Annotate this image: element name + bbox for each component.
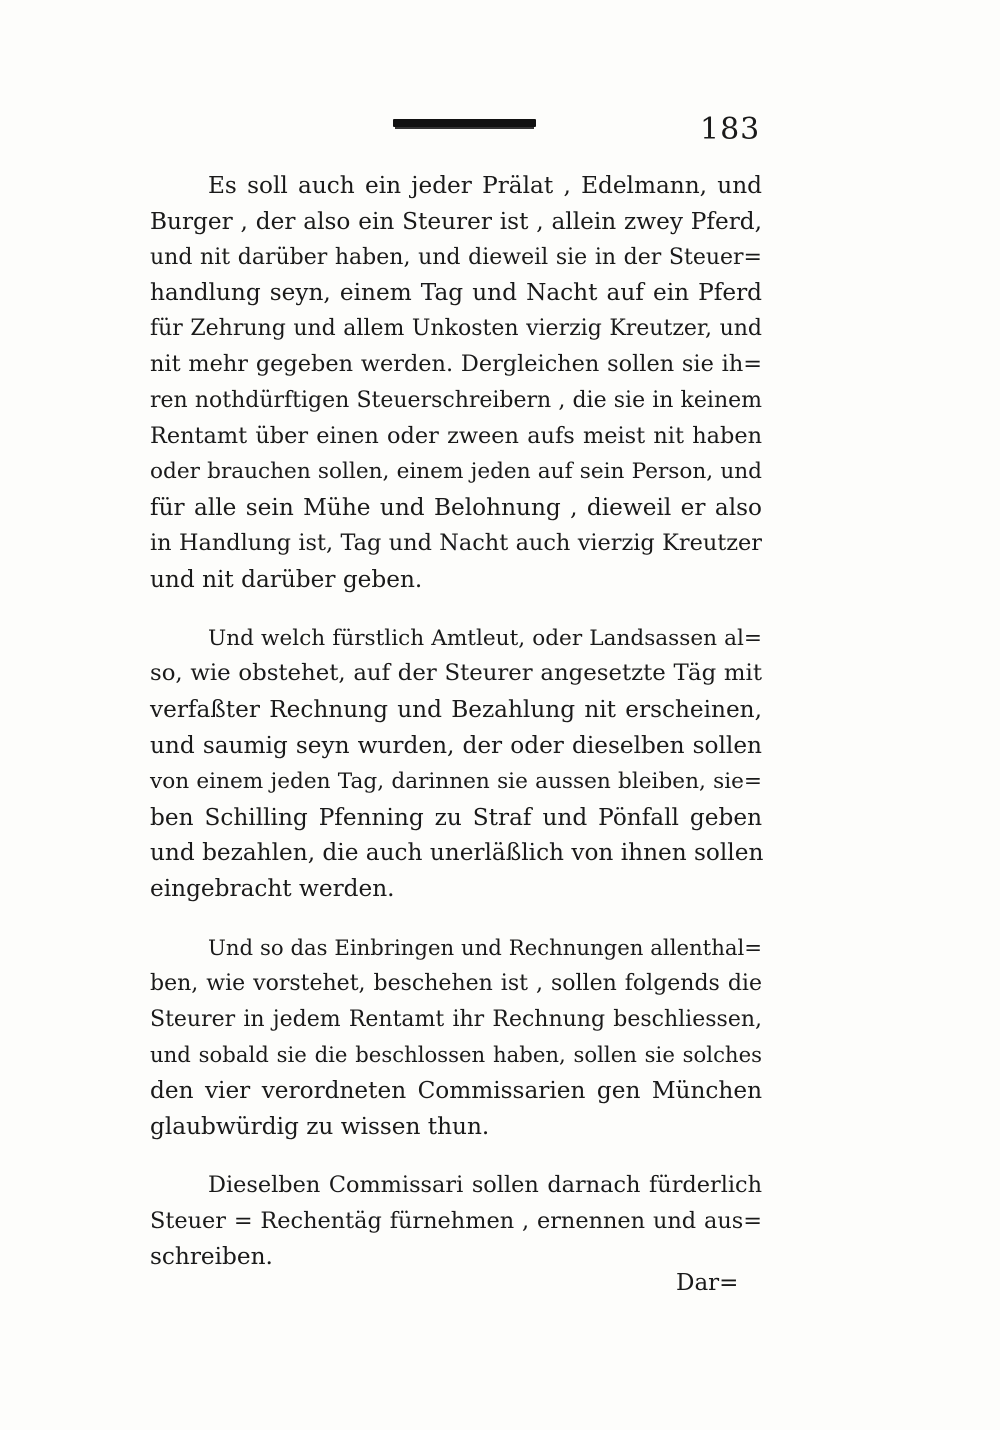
paragraph-4 — [150, 1168, 762, 1275]
page-number: 183 — [700, 112, 761, 147]
paragraph-2 — [150, 621, 762, 907]
body-text — [150, 168, 762, 1298]
text-line: für Zehrung und allem Unkosten vierzig Kreutzer, und — [150, 316, 762, 342]
text-line: und nit darüber geben. — [150, 565, 423, 593]
catchword: Dar= — [676, 1270, 739, 1296]
text-line: Dieselben Commissari sollen darnach fürderlich — [208, 1171, 762, 1198]
text-line: Steuer = Rechentäg fürnehmen , ernennen und aus= — [150, 1207, 762, 1234]
text-line: so, wie obstehet, auf der Steurer angesetzte Täg mit — [150, 660, 762, 687]
paragraph-1 — [150, 168, 762, 598]
text-line: nit mehr gegeben werden. Dergleichen sollen sie ih= — [150, 350, 762, 377]
text-line: für alle sein Mühe und Belohnung , dieweil er also — [150, 494, 762, 522]
text-line: und saumig seyn wurden, der oder dieselben sollen — [150, 731, 762, 759]
text-line: und bezahlen, die auch unerläßlich von ihnen sollen — [150, 839, 764, 867]
text-line: Rentamt über einen oder zween aufs meist nit haben — [150, 422, 762, 449]
text-line: ben Schilling Pfenning zu Straf und Pönfall geben — [150, 803, 762, 831]
text-line: den vier verordneten Commissarien gen München — [150, 1077, 762, 1105]
text-line: und nit darüber haben, und dieweil sie in der Steuer= — [150, 244, 762, 270]
text-line: ben, wie vorstehet, beschehen ist , sollen folgends die — [150, 970, 762, 996]
header-rule — [393, 119, 536, 127]
text-line: handlung seyn, einem Tag und Nacht auf ein Pferd — [150, 279, 762, 307]
text-line: ren nothdürftigen Steuerschreibern , die sie in keinem — [150, 387, 762, 413]
text-line: oder brauchen sollen, einem jeden auf sein Person, und — [150, 459, 762, 485]
text-line: in Handlung ist, Tag und Nacht auch vierzig Kreutzer — [150, 529, 762, 556]
text-line: eingebracht werden. — [150, 875, 395, 903]
text-line: schreiben. — [150, 1243, 273, 1271]
text-line: Und so das Einbringen und Rechnungen allenthal= — [208, 934, 762, 960]
text-line: Und welch fürstlich Amtleut, oder Landsassen al= — [208, 625, 762, 651]
text-line: glaubwürdig zu wissen thun. — [150, 1112, 490, 1140]
paragraph-3 — [150, 930, 762, 1145]
text-line: und sobald sie die beschlossen haben, sollen sie solches — [150, 1042, 762, 1068]
text-line: Es soll auch ein jeder Prälat , Edelmann, und — [208, 172, 762, 199]
text-line: verfaßter Rechnung und Bezahlung nit erscheinen, — [150, 696, 762, 724]
text-line: Burger , der also ein Steurer ist , allein zwey Pferd, — [150, 207, 762, 235]
text-line: Steurer in jedem Rentamt ihr Rechnung beschliessen, — [150, 1006, 762, 1032]
text-line: von einem jeden Tag, darinnen sie aussen bleiben, sie= — [150, 768, 762, 794]
